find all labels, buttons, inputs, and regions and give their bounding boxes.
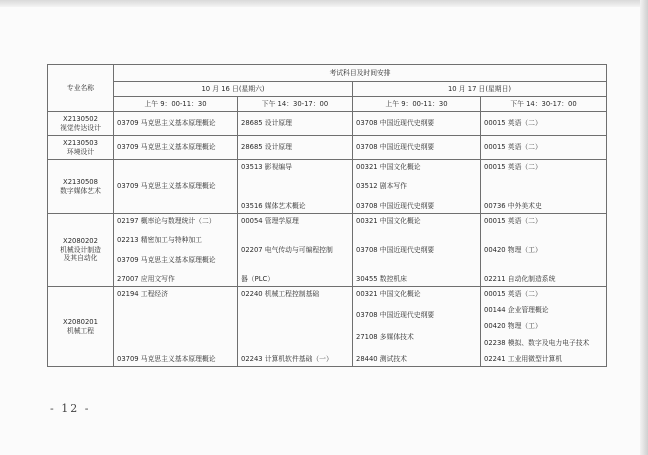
major-cell [48,214,114,287]
major-text: X2130502 [63,115,98,124]
course-entry: 00420 物理（工） [484,322,542,331]
course-entry: 03708 中国近现代史纲要 [356,143,435,152]
day1-am-header: 上午 9：00-11：30 [114,97,238,112]
course-entry: 00420 物理（工） [484,245,542,254]
course-entry: 02243 计算机软件基础（一） [241,355,333,364]
course-cell-d2-am [353,160,481,214]
table-row [48,112,607,136]
major-cell [48,136,114,160]
course-entry: 00736 中外美术史 [484,202,542,211]
course-entry: 03709 马克思主义基本原理概论 [117,182,216,191]
course-entry: 02213 精密加工与特种加工 [117,236,202,244]
course-cell-d2-pm [481,136,607,160]
course-entry: 00321 中国文化概论 [356,289,421,298]
table-row [48,136,607,160]
course-cell-d1-am [114,136,238,160]
course-cell-d1-am [114,160,238,214]
course-entry: 28685 设计原理 [241,143,292,152]
major-cell [48,112,114,136]
major-text: 数字媒体艺术 [60,186,101,195]
course-entry: 02211 自动化制造系统 [484,275,556,283]
course-entry: 03708 中国近现代史纲要 [356,202,435,210]
day2-pm-header: 下午 14：30-17：00 [481,97,607,112]
day2-date-header: 10 月 17 日(星期日) [353,82,607,97]
course-cell-d2-pm [481,160,607,214]
course-entry: 30455 数控机床 [356,275,407,283]
course-cell-d1-pm [238,160,353,214]
course-cell-d1-pm [238,214,353,287]
course-entry: 00144 企业管理概论 [484,305,549,314]
course-entry: 器（PLC） [241,275,275,283]
major-name-header: 专业名称 [48,65,114,112]
course-entry: 00015 英语（二） [484,162,542,171]
day2-am-header: 上午 9：00-11：30 [353,97,481,112]
course-entry: 02241 工业用微型计算机 [484,355,563,363]
course-entry: 28685 设计原理 [241,119,292,128]
course-entry: 03708 中国近现代史纲要 [356,119,435,128]
major-text: X2130503 [63,139,98,148]
course-cell-d2-pm [481,287,607,367]
schedule-header: 考试科目及时间安排 [114,65,607,82]
course-cell-d2-am [353,112,481,136]
course-entry: 03709 马克思主义基本原理概论 [117,255,216,264]
course-cell-d1-pm [238,287,353,367]
course-entry: 02197 概率论与数理统计（二） [117,216,216,225]
major-text: X2130508 [63,178,98,187]
scan-edge-top [0,0,648,7]
course-entry: 03513 影视编导 [241,162,292,171]
course-entry: 03709 马克思主义基本原理概论 [117,355,216,364]
course-cell-d1-am [114,112,238,136]
page-number: - 12 - [50,402,91,415]
exam-schedule-table [47,64,607,367]
course-cell-d2-pm [481,214,607,287]
course-entry: 27108 多媒体技术 [356,333,414,342]
course-cell-d1-am [114,214,238,287]
table-row [48,214,607,287]
major-text: X2080202 [63,237,98,246]
major-text: 机械工程 [66,326,95,335]
course-entry: 03708 中国近现代史纲要 [356,311,435,320]
major-text: 环境设计 [66,147,95,156]
course-cell-d2-am [353,214,481,287]
table-row [48,160,607,214]
scan-edge-right [640,0,648,455]
major-cell [48,160,114,214]
course-cell-d2-am [353,136,481,160]
course-entry: 00015 英语（二） [484,119,542,128]
course-cell-d2-am [353,287,481,367]
day1-pm-header: 下午 14：30-17：00 [238,97,353,112]
major-cell [48,287,114,367]
course-entry: 02194 工程经济 [117,289,168,298]
course-entry: 00321 中国文化概论 [356,216,421,225]
major-text: 视觉传达设计 [60,123,101,132]
major-text: 机械设计制造 [60,245,101,254]
course-entry: 03708 中国近现代史纲要 [356,245,435,254]
course-entry: 00015 英语（二） [484,143,542,152]
course-entry: 02238 模拟、数字及电力电子技术 [484,338,590,347]
course-entry: 03516 媒体艺术概论 [241,202,306,211]
course-entry: 02207 电气传动与可编程控制 [241,245,333,254]
major-text: X2080201 [63,318,98,327]
course-cell-d1-pm [238,136,353,160]
course-entry: 00015 英语（二） [484,289,542,298]
day1-date-header: 10 月 16 日(星期六) [114,82,353,97]
major-text: 及其自动化 [63,254,98,263]
course-entry: 00015 英语（二） [484,216,542,225]
course-entry: 00321 中国文化概论 [356,162,421,171]
course-cell-d1-pm [238,112,353,136]
course-cell-d2-pm [481,112,607,136]
table-row [48,287,607,367]
course-entry: 00054 管理学原理 [241,216,299,225]
course-entry: 03512 剧本写作 [356,182,407,191]
course-entry: 03709 马克思主义基本原理概论 [117,119,216,128]
course-entry: 27007 应用文写作 [117,275,175,283]
course-entry: 28440 测试技术 [356,354,407,363]
course-cell-d1-am [114,287,238,367]
course-entry: 03709 马克思主义基本原理概论 [117,143,216,152]
course-entry: 02240 机械工程控制基础 [241,289,320,298]
